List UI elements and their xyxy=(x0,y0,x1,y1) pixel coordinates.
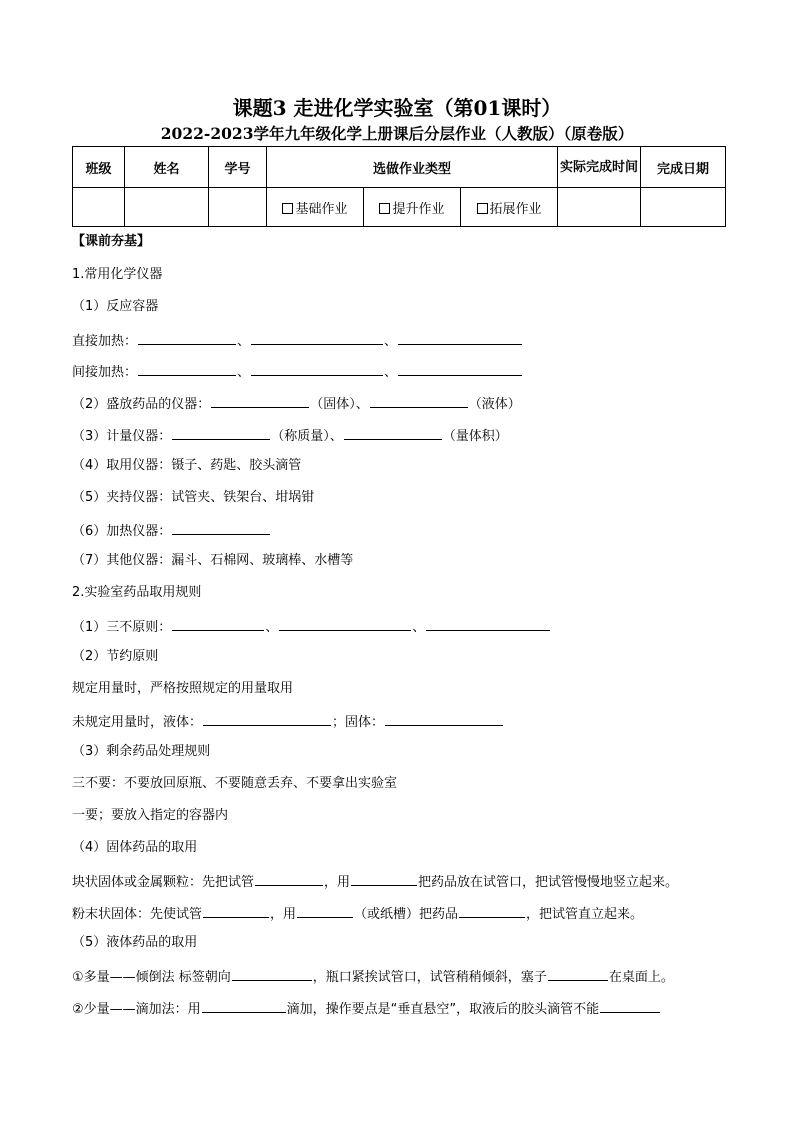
blank[interactable] xyxy=(172,426,270,440)
checkbox-icon[interactable] xyxy=(282,203,293,214)
line-storage-instruments: （2）盛放药品的仪器： （固体）、 （液体） xyxy=(72,394,521,413)
actual-time-cell[interactable] xyxy=(558,188,641,227)
blank[interactable] xyxy=(600,999,660,1013)
blank[interactable] xyxy=(251,362,383,376)
sub-economy-principle: （2）节约原则 xyxy=(72,649,159,664)
option-advanced[interactable]: 提升作业 xyxy=(364,188,461,227)
header-class: 班级 xyxy=(73,147,125,188)
blank[interactable] xyxy=(203,904,269,918)
blank[interactable] xyxy=(172,617,264,631)
info-table xyxy=(72,146,726,227)
checkbox-icon[interactable] xyxy=(477,203,488,214)
page-subtitle: 2022-2023学年九年级化学上册课后分层作业（人教版）（原卷版） xyxy=(160,124,634,143)
line-direct-heating: 直接加热： 、 、 xyxy=(72,331,523,350)
blank[interactable] xyxy=(172,521,270,535)
class-cell[interactable] xyxy=(73,188,125,227)
blank[interactable] xyxy=(459,904,525,918)
line-other-instruments: （7）其他仪器：漏斗、石棉网、玻璃棒、水槽等 xyxy=(72,553,354,568)
line-pouring-method: ①多量——倾倒法 标签朝向 ，瓶口紧挨试管口，试管稍稍倾斜，塞子 在桌面上。 xyxy=(72,967,674,986)
line-heating-instruments: （6）加热仪器： xyxy=(72,521,271,540)
sub-liquid-drugs: （5）液体药品的取用 xyxy=(72,935,198,950)
line-indirect-heating: 间接加热： 、 、 xyxy=(72,362,523,381)
blank[interactable] xyxy=(297,904,353,918)
blank[interactable] xyxy=(398,362,522,376)
blank[interactable] xyxy=(232,967,312,981)
line-measuring-instruments: （3）计量仪器： （称质量）、 （量体积） xyxy=(72,426,508,445)
blank[interactable] xyxy=(203,712,331,726)
page-title: 课题3 走进化学实验室（第01课时） xyxy=(232,96,562,120)
blank[interactable] xyxy=(251,331,383,345)
line-one-do: 一要；要放入指定的容器内 xyxy=(72,808,229,823)
sub-reaction-vessels: （1）反应容器 xyxy=(72,299,159,314)
blank[interactable] xyxy=(426,617,550,631)
line-block-solid: 块状固体或金属颗粒：先把试管 ，用 把药品放在试管口，把试管慢慢地竖立起来。 xyxy=(72,872,678,891)
line-unspecified-amount: 未规定用量时，液体： ；固体： xyxy=(72,712,504,731)
header-homework-type: 选做作业类型 xyxy=(267,147,558,188)
line-clamping-instruments: （5）夹持仪器：试管夹、铁架台、坩埚钳 xyxy=(72,490,315,505)
sub-leftover-rules: （3）剩余药品处理规则 xyxy=(72,744,211,759)
line-specified-amount: 规定用量时，严格按照规定的用量取用 xyxy=(72,681,294,696)
section-title: 【课前夯基】 xyxy=(72,234,151,249)
student-id-cell[interactable] xyxy=(209,188,267,227)
blank[interactable] xyxy=(344,426,442,440)
blank[interactable] xyxy=(138,362,236,376)
blank[interactable] xyxy=(279,617,411,631)
blank[interactable] xyxy=(255,872,323,886)
line-powder-solid: 粉末状固体：先使试管 ，用 （或纸槽）把药品 ，把试管直立起来。 xyxy=(72,904,643,923)
option-extension[interactable]: 拓展作业 xyxy=(461,188,558,227)
sub-solid-drugs: （4）固体药品的取用 xyxy=(72,840,198,855)
blank[interactable] xyxy=(370,394,468,408)
heading-drug-rules: 2.实验室药品取用规则 xyxy=(72,585,202,600)
blank[interactable] xyxy=(211,394,309,408)
name-cell[interactable] xyxy=(125,188,209,227)
blank[interactable] xyxy=(385,712,503,726)
heading-lab-instruments: 1.常用化学仪器 xyxy=(72,267,163,282)
blank[interactable] xyxy=(398,331,522,345)
option-basic[interactable]: 基础作业 xyxy=(267,188,364,227)
blank[interactable] xyxy=(138,331,236,345)
checkbox-icon[interactable] xyxy=(379,203,390,214)
header-complete-date: 完成日期 xyxy=(641,147,726,188)
header-student-id: 学号 xyxy=(209,147,267,188)
header-actual-time: 实际完成时间 xyxy=(558,147,641,188)
complete-date-cell[interactable] xyxy=(641,188,726,227)
line-three-nots: （1）三不原则： 、 、 xyxy=(72,617,551,636)
line-dropping-method: ②少量——滴加法：用 滴加，操作要点是“垂直悬空”，取液后的胶头滴管不能 xyxy=(72,999,661,1018)
line-three-dont: 三不要：不要放回原瓶、不要随意丢弃、不要拿出实验室 xyxy=(72,776,398,791)
header-name: 姓名 xyxy=(125,147,209,188)
blank[interactable] xyxy=(351,872,417,886)
line-taking-instruments: （4）取用仪器：镊子、药匙、胶头滴管 xyxy=(72,458,302,473)
blank[interactable] xyxy=(548,967,608,981)
blank[interactable] xyxy=(202,999,286,1013)
